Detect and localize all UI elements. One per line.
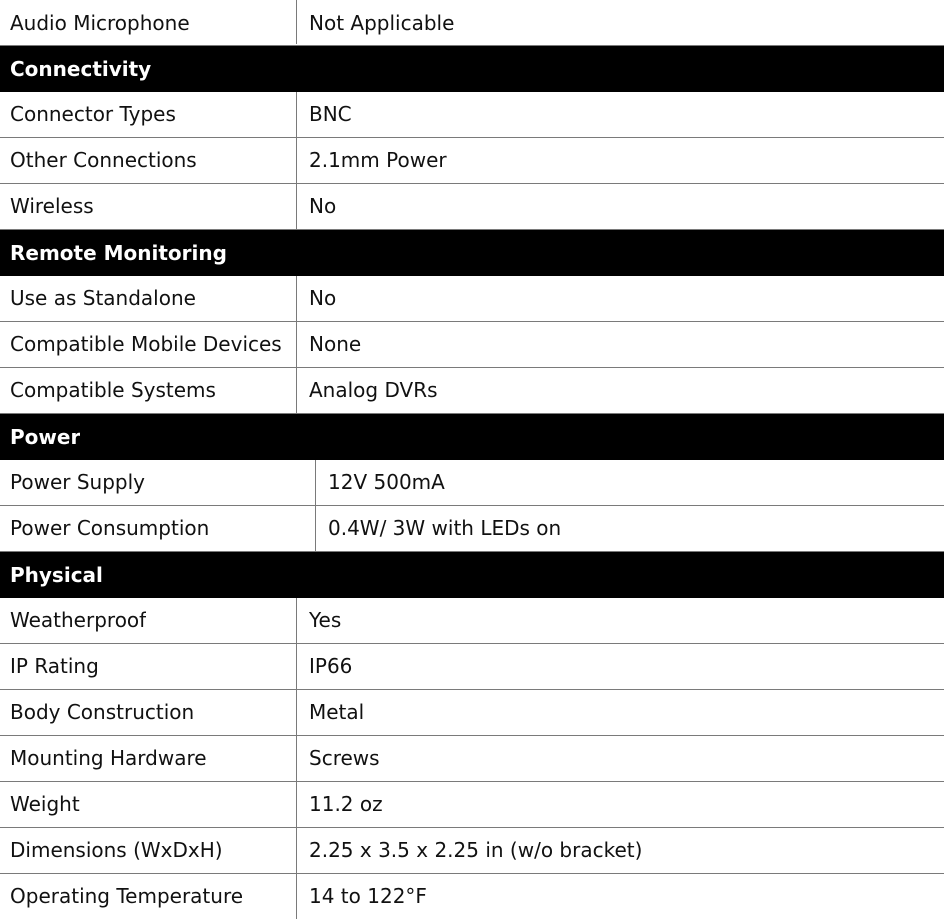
spec-label: Compatible Systems <box>10 378 216 402</box>
section-header-remote-monitoring <box>0 230 944 276</box>
spec-value: 12V 500mA <box>315 460 944 505</box>
spec-label: Audio Microphone <box>10 11 190 35</box>
spec-value: No <box>296 184 944 229</box>
spec-label: Mounting Hardware <box>10 746 207 770</box>
spec-row-ip-rating <box>0 644 944 690</box>
spec-value: 2.1mm Power <box>296 138 944 183</box>
spec-value: 14 to 122°F <box>296 874 944 919</box>
spec-value: BNC <box>296 92 944 137</box>
spec-label: IP Rating <box>10 654 99 678</box>
section-header-physical <box>0 552 944 598</box>
spec-row-dimensions <box>0 828 944 874</box>
spec-label: Connector Types <box>10 102 176 126</box>
spec-value: Analog DVRs <box>296 368 944 413</box>
section-title: Power <box>10 425 81 449</box>
spec-row-connector-types <box>0 92 944 138</box>
spec-row-use-as-standalone <box>0 276 944 322</box>
spec-row-operating-temperature <box>0 874 944 920</box>
spec-label: Power Consumption <box>10 516 210 540</box>
section-header-connectivity <box>0 46 944 92</box>
spec-label: Compatible Mobile Devices <box>10 332 282 356</box>
spec-value: Not Applicable <box>296 0 944 44</box>
spec-row-weight <box>0 782 944 828</box>
spec-row-power-supply <box>0 460 944 506</box>
spec-value: None <box>296 322 944 367</box>
section-title: Connectivity <box>10 57 152 81</box>
spec-label: Weatherproof <box>10 608 147 632</box>
spec-label: Body Construction <box>10 700 195 724</box>
spec-value: No <box>296 276 944 321</box>
spec-value: 11.2 oz <box>296 782 944 827</box>
spec-row-compatible-systems <box>0 368 944 414</box>
spec-row-body-construction <box>0 690 944 736</box>
spec-value: 0.4W/ 3W with LEDs on <box>315 506 944 551</box>
spec-value: 2.25 x 3.5 x 2.25 in (w/o bracket) <box>296 828 944 873</box>
spec-row-mounting-hardware <box>0 736 944 782</box>
spec-value: IP66 <box>296 644 944 689</box>
spec-label: Weight <box>10 792 80 816</box>
spec-value: Metal <box>296 690 944 735</box>
spec-row-power-consumption <box>0 506 944 552</box>
spec-row-wireless <box>0 184 944 230</box>
spec-value: Yes <box>296 598 944 643</box>
spec-row-weatherproof <box>0 598 944 644</box>
spec-label: Dimensions (WxDxH) <box>10 838 223 862</box>
spec-label: Wireless <box>10 194 94 218</box>
spec-row-other-connections <box>0 138 944 184</box>
section-title: Physical <box>10 563 103 587</box>
spec-label: Power Supply <box>10 470 145 494</box>
spec-label: Operating Temperature <box>10 884 244 908</box>
section-title: Remote Monitoring <box>10 241 227 265</box>
section-header-power <box>0 414 944 460</box>
spec-value: Screws <box>296 736 944 781</box>
spec-row-audio-microphone <box>0 0 944 46</box>
spec-label: Other Connections <box>10 148 197 172</box>
spec-row-compatible-mobile-devices <box>0 322 944 368</box>
spec-label: Use as Standalone <box>10 286 196 310</box>
